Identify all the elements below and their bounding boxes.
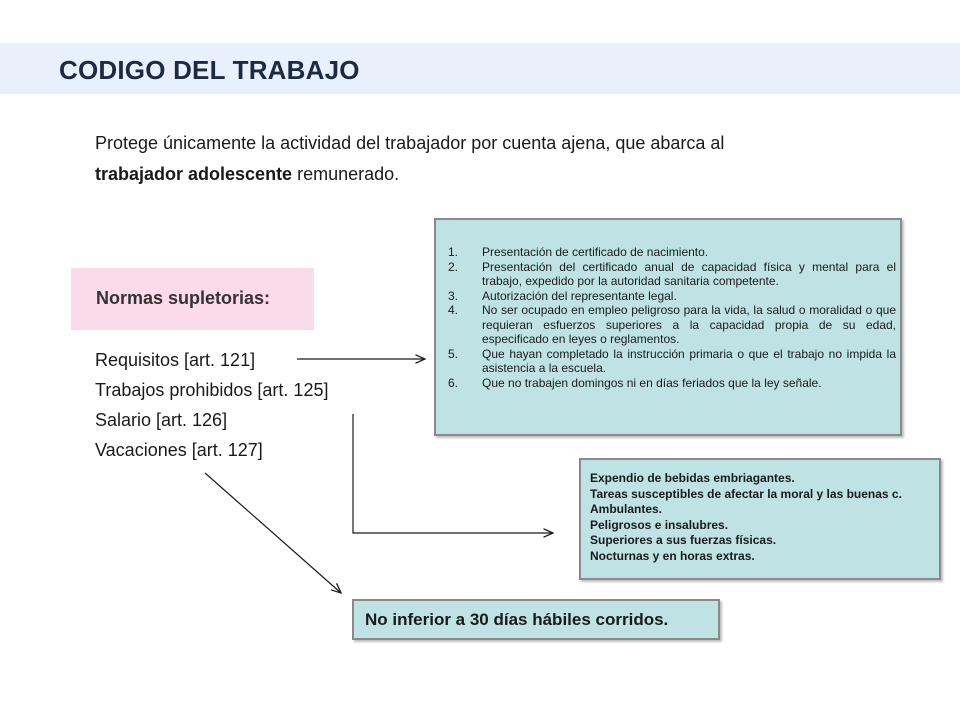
prohibido-item: Ambulantes. <box>590 502 663 516</box>
prohibido-item: Peligrosos e insalubres. <box>590 517 729 532</box>
requisito-item: 1. Presentación de certificado de nacimiento. <box>448 245 709 259</box>
arrow-vacaciones <box>205 473 341 593</box>
page-title: CODIGO DEL TRABAJO <box>59 55 360 85</box>
requisito-item: 5. Que hayan completado la instrucción primaria o que el trabajo no impida la asistencia a la escuela. <box>448 346 896 375</box>
requisito-item: 4. No ser ocupado en empleo peligroso para la vida, la salud o moralidad o que requieran esfuerzos superiores a la capacidad propia de su edad, especificado en leyes o reglamentos. <box>448 303 896 346</box>
prohibido-item: Superiores a sus fuerzas físicas. <box>590 533 777 547</box>
prohibido-item: Tareas susceptibles de afectar la moral y las buenas c. <box>590 486 902 501</box>
requisito-item: 6. Que no trabajen domingos ni en días feriados que la ley señale. <box>448 375 822 390</box>
prohibido-item: Expendio de bebidas embriagantes. <box>590 471 795 485</box>
requisito-item: 3. Autorización del representante legal. <box>448 288 677 303</box>
normas-supletorias-label: Normas supletorias: <box>96 288 271 308</box>
article-salario: Salario [art. 126] <box>95 410 228 430</box>
arrow-trabajos-prohibidos <box>353 414 553 533</box>
intro-bold-text: trabajador adolescente <box>95 164 293 184</box>
vacaciones-text: No inferior a 30 días hábiles corridos. <box>365 610 669 629</box>
requisito-item: 2. Presentación del certificado anual de capacidad física y mental para el trabajo, expedido por la autoridad sanitaria competente. <box>448 259 896 288</box>
prohibido-item: Nocturnas y en horas extras. <box>590 548 755 563</box>
article-trabajos-prohibidos: Trabajos prohibidos [art. 125] <box>95 380 329 400</box>
article-vacaciones: Vacaciones [art. 127] <box>95 440 263 460</box>
intro-text-2: remunerado. <box>292 164 400 184</box>
article-requisitos: Requisitos [art. 121] <box>95 350 256 370</box>
intro-text-1: Protege únicamente la actividad del trabajador por cuenta ajena, que abarca al <box>95 133 725 153</box>
